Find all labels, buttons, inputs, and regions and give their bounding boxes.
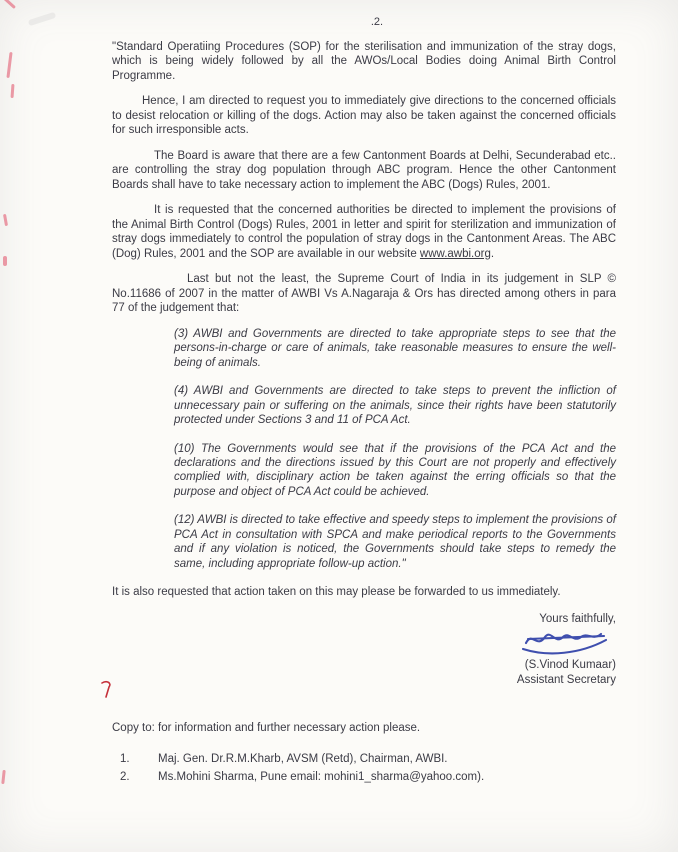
judgement-quote-3: (3) AWBI and Governments are directed to take appropriate steps to see that the persons-in-charge or care of animals, take reasonable measures to ensure the well-being of animals. xyxy=(174,327,616,369)
recipient-name: Maj. Gen. Dr.R.M.Kharb, AVSM (Retd), Chairman, AWBI. xyxy=(158,752,448,765)
paragraph-requested-tail: . xyxy=(490,247,495,260)
scan-artifact-left-4 xyxy=(3,256,7,266)
recipient-number: 2. xyxy=(120,771,130,784)
awbi-website-link[interactable]: www.awbi.org xyxy=(419,247,491,260)
judgement-quote-10: (10) The Governments would see that if the provisions of the PCA Act and the declarations and the directions issued by this Court are not properly and effectively complied with, disciplinary action be taken against the erring officials so that the purpose and object of PCA Act could be achieved. xyxy=(174,442,616,498)
paragraph-supreme-court: Last but not the least, the Supreme Court of India in its judgement in SLP © No.11686 of 2007 in the matter of AWBI Vs A.Nagaraja & Ors has directed among others in para 77 of the judgement that: xyxy=(112,273,616,315)
copy-to-line: Copy to: for information and further necessary action please. xyxy=(112,722,421,735)
paragraph-action-request: It is also requested that action taken on this may please be forwarded to us immediately. xyxy=(112,586,561,599)
scan-artifact-left-5 xyxy=(1,770,5,784)
sender-name: (S.Vinod Kumaar) xyxy=(524,659,616,672)
recipients-list xyxy=(120,752,678,785)
signature xyxy=(520,627,612,657)
paragraph-requested xyxy=(112,203,616,261)
closing-block xyxy=(0,612,616,687)
judgement-quote-12: (12) AWBI is directed to take effective and speedy steps to implement the provisions of PCA Act in consultation with SPCA and make periodical reports to the Governments and if any violation is noticed, the Governments should take steps to remedy the same, including appropriate follow-up action." xyxy=(174,514,616,570)
scan-artifact-left-1 xyxy=(6,52,12,78)
recipient-row-2 xyxy=(120,770,678,784)
page-number: .2. xyxy=(370,16,384,28)
paragraph-hence: Hence, I am directed to request you to immediately give directions to the concerned officials to desist relocation or killing of the dogs. Action may also be taken against the concerned officials for such irresponsible acts. xyxy=(112,95,616,137)
scan-artifact-left-2 xyxy=(11,84,15,98)
closing-salutation: Yours faithfully, xyxy=(539,612,616,625)
judgement-quote-4: (4) AWBI and Governments are directed to take steps to prevent the infliction of unnecessary pain or suffering on the animals, since their rights have been statutorily protected under Sections 3 and 11 of PCA Act. xyxy=(174,385,616,427)
scan-artifact-left-3 xyxy=(3,214,8,226)
scan-artifact-corner xyxy=(2,0,16,9)
sender-title: Assistant Secretary xyxy=(516,673,616,686)
paragraph-requested-text: It is requested that the concerned authorities be directed to implement the provisions of the Animal Birth Control (Dogs) Rules, 2001 in letter and spirit for sterilization and immunization of stray dogs immediately to control the population of stray dogs in the Cantonment Areas. The ABC (Dog) Rules, 2001 and the SOP are available in our website xyxy=(112,204,616,260)
paragraph-sop: "Standard Operatiing Procedures (SOP) for the sterilisation and immunization of the stray dogs, which is being widely followed by all the AWOs/Local Bodies doing Animal Birth Control Programme. xyxy=(112,40,616,82)
recipient-row-1 xyxy=(120,752,678,766)
recipient-name: Ms.Mohini Sharma, Pune email: mohini1_sharma@yahoo.com). xyxy=(158,771,485,784)
judgement-quotes xyxy=(174,327,616,572)
recipient-number: 1. xyxy=(120,752,130,765)
paragraph-board: The Board is aware that there are a few Cantonment Boards at Delhi, Secunderabad etc.. are controlling the stray dog population through ABC program. Hence the other Cantonment Boards shall have to take necessary action to implement the ABC (Dogs) Rules, 2001. xyxy=(112,149,616,191)
letter-body xyxy=(112,40,616,600)
